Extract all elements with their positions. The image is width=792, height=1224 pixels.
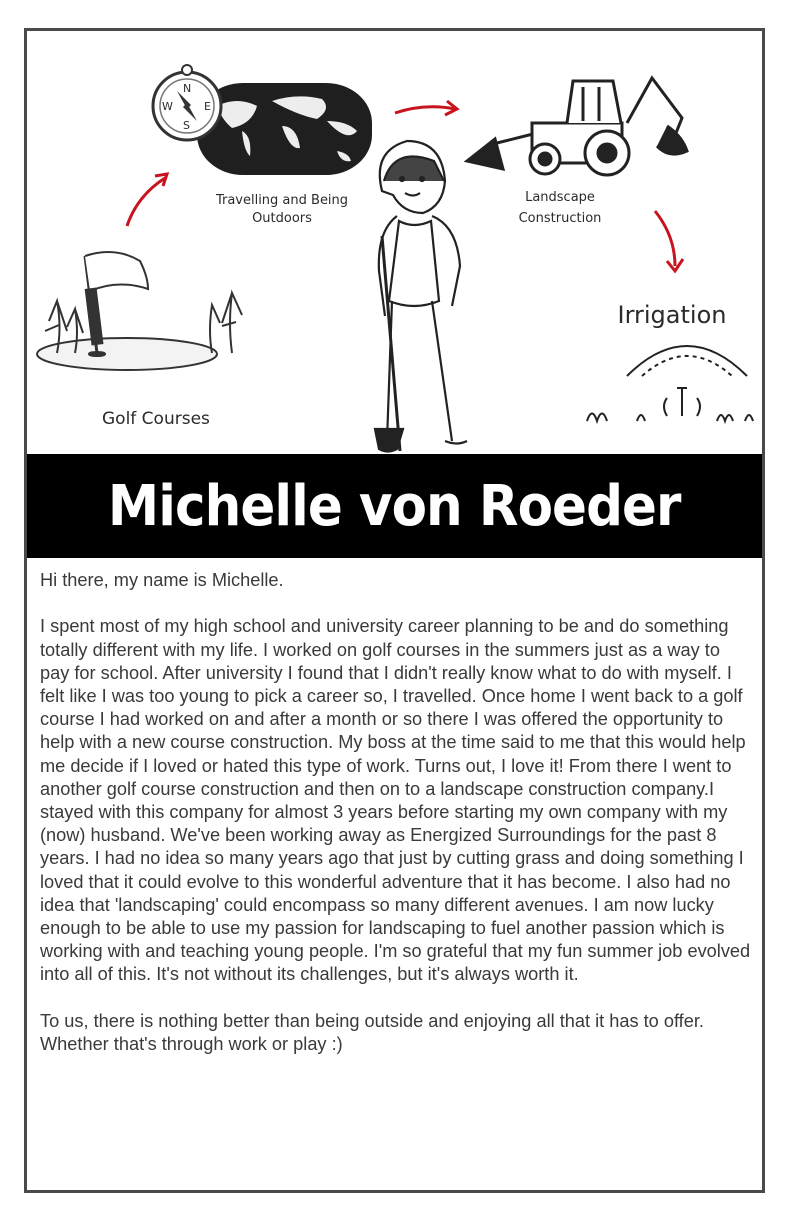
woman-with-shovel-icon [375, 141, 467, 452]
person-name: Michelle von Roeder [108, 473, 681, 539]
golf-course-icon [37, 252, 242, 370]
arrow-icon [655, 211, 675, 266]
arrow-icon [395, 107, 455, 113]
name-banner [27, 454, 762, 558]
world-map-icon [197, 83, 372, 175]
story-paragraph: I spent most of my high school and university career planning to be and do something totally different with my life. I worked on golf courses in the summers just as a way to pay for school. After university I found that I didn't really know what to do with myself. I felt like I was too young to pick a career so, I travelled. Once home I went back to a golf course I had worked on and after a month or so there I was offered the opportunity to help with a new course construction. My boss at the time said to me that this would help me decide if I loved or hated this type of work. Turns out, I love it! From there I went to another golf course construction and then on to a landscape construction company.I stayed with this company for almost 3 years before starting my own company with my (now) husband. We've been working away as Energized Surroundings for the past 8 years. I had no idea so many years ago that just by cutting grass and doing something I loved that it could evolve to this wonderful adventure that it has become. I also had no idea that 'landscaping' could encompass so many different avenues. I am now lucky enough to be able to use my passion for landscaping to fuel another passion which is working with and teaching young people. I'm so grateful that my fun summer job evolved into all of this. It's not without its challenges, but it's always worth it. [40, 616, 751, 985]
landscape-label-line2: Construction [518, 211, 602, 226]
travel-label-line1: Travelling and Being [215, 193, 349, 208]
backhoe-icon [467, 78, 687, 175]
arrow-icon [127, 178, 165, 226]
closing-paragraph: To us, there is nothing better than being outside and enjoying all that it has to offer. Whether that's through work or play :) [40, 1010, 704, 1055]
profile-card [24, 28, 765, 1193]
landscape-label-line1: Landscape [525, 190, 595, 205]
bio-text [40, 569, 752, 1079]
travel-label-line2: Outdoors [252, 211, 312, 226]
svg-text:W: W [162, 100, 173, 113]
svg-text:N: N [183, 82, 192, 95]
greeting-paragraph: Hi there, my name is Michelle. [40, 570, 284, 590]
sprinkler-icon [587, 346, 753, 421]
career-path-illustration [27, 31, 762, 454]
compass-icon [153, 65, 221, 140]
golf-label: Golf Courses [102, 409, 210, 429]
svg-text:S: S [183, 119, 190, 132]
svg-text:E: E [204, 100, 211, 113]
irrigation-label: Irrigation [617, 301, 727, 329]
